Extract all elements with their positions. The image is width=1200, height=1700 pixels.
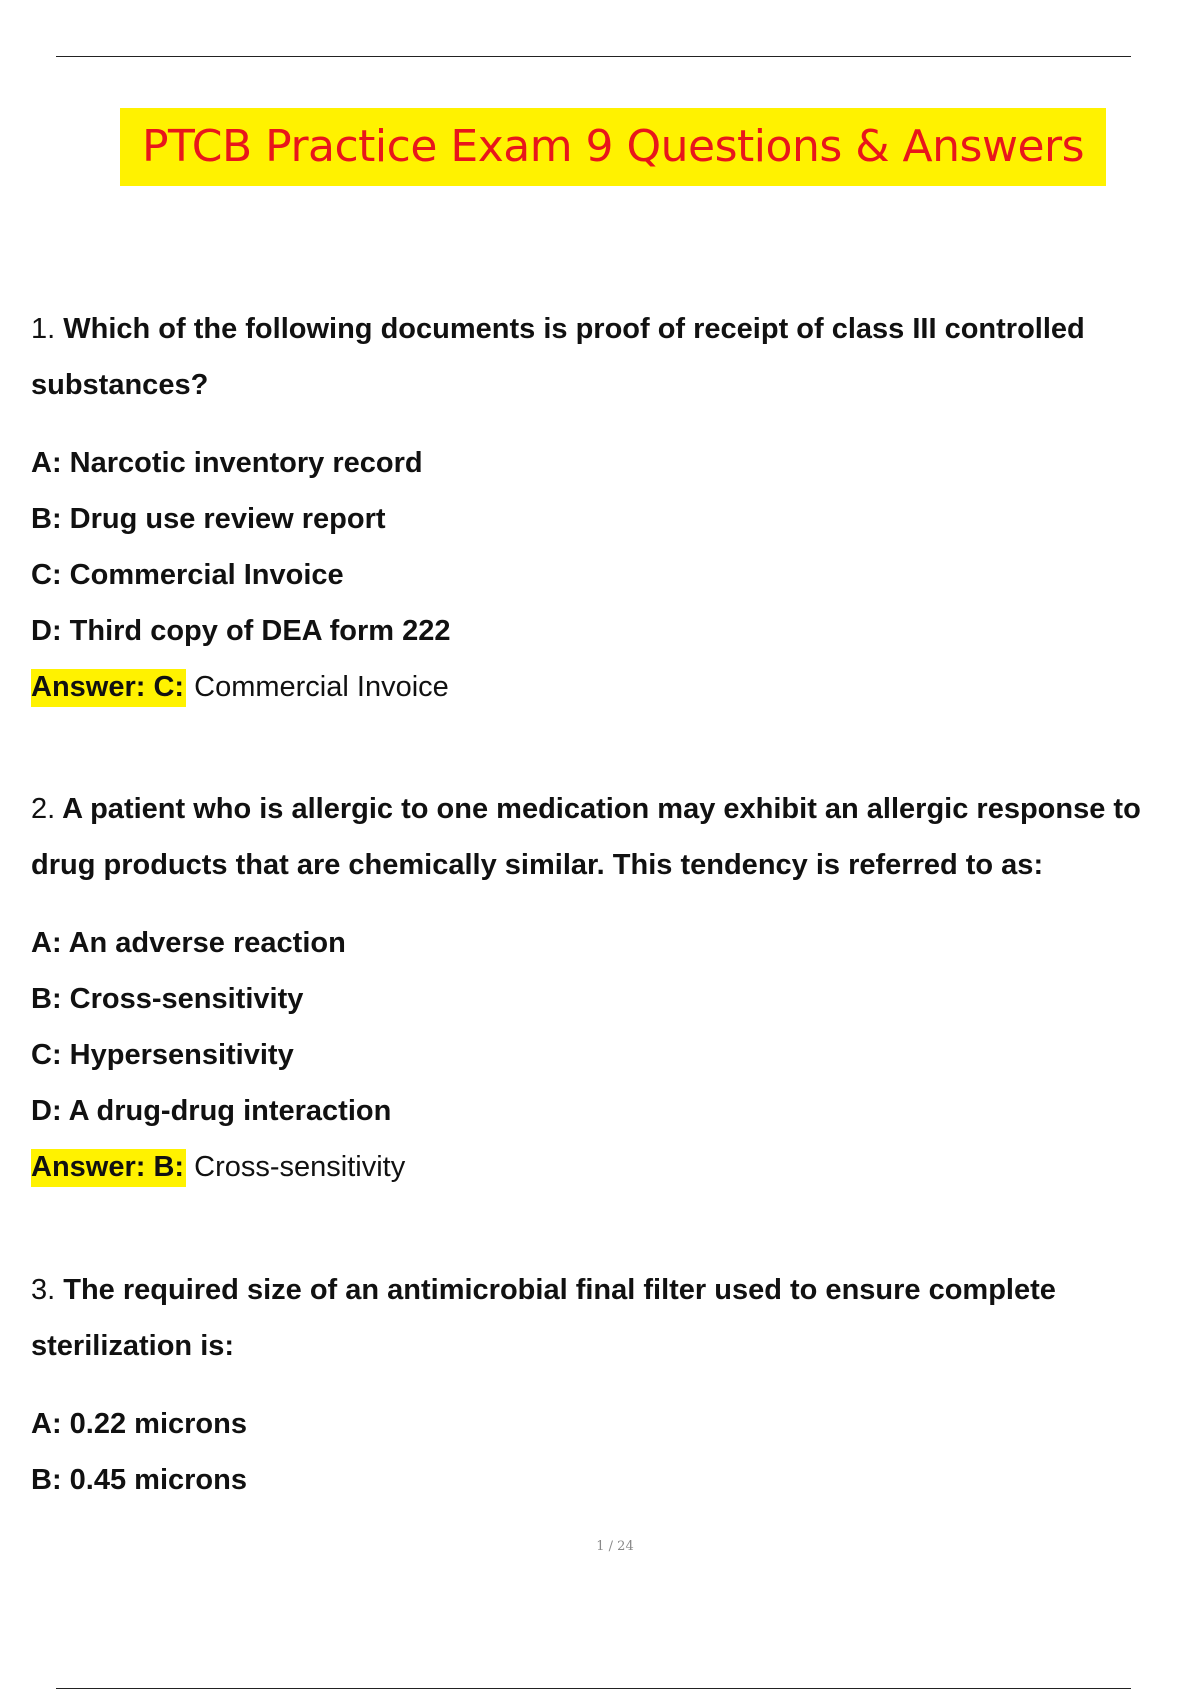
- question-prompt: A patient who is allergic to one medication may exhibit an allergic response to drug products that are chemically similar. This tendency is referred to as:: [31, 793, 1141, 881]
- question-text: [31, 301, 1196, 413]
- question-text: [31, 1262, 1196, 1374]
- answer-text: Commercial Invoice: [194, 671, 449, 703]
- question-number: 2.: [31, 793, 56, 825]
- question-number: 1.: [31, 313, 56, 345]
- answer-line: [31, 659, 1196, 715]
- option-list: [31, 1396, 1196, 1508]
- option-d: D: A drug-drug interaction: [31, 1095, 392, 1127]
- option-a: A: 0.22 microns: [31, 1408, 247, 1440]
- bottom-divider: [56, 1688, 1131, 1689]
- answer-label: Answer: C:: [31, 669, 186, 707]
- option-c: C: Commercial Invoice: [31, 559, 344, 591]
- page-number: 1 / 24: [596, 1539, 634, 1554]
- option-a: A: Narcotic inventory record: [31, 447, 423, 479]
- question-2: [31, 781, 1196, 1195]
- question-3: [31, 1262, 1196, 1508]
- answer-label: Answer: B:: [31, 1149, 186, 1187]
- option-b: B: 0.45 microns: [31, 1464, 247, 1496]
- page-title: PTCB Practice Exam 9 Questions & Answers: [120, 108, 1106, 186]
- option-list: [31, 915, 1196, 1139]
- answer-text: Cross-sensitivity: [194, 1151, 406, 1183]
- option-c: C: Hypersensitivity: [31, 1039, 294, 1071]
- option-b: B: Drug use review report: [31, 503, 386, 535]
- answer-line: [31, 1139, 1196, 1195]
- option-a: A: An adverse reaction: [31, 927, 346, 959]
- option-b: B: Cross-sensitivity: [31, 983, 304, 1015]
- question-1: [31, 301, 1196, 715]
- question-text: [31, 781, 1196, 893]
- question-prompt: Which of the following documents is proof of receipt of class III controlled substances?: [31, 313, 1085, 401]
- question-number: 3.: [31, 1274, 56, 1306]
- option-d: D: Third copy of DEA form 222: [31, 615, 451, 647]
- top-divider: [56, 56, 1131, 57]
- question-prompt: The required size of an antimicrobial final filter used to ensure complete sterilization is:: [31, 1274, 1056, 1362]
- option-list: [31, 435, 1196, 659]
